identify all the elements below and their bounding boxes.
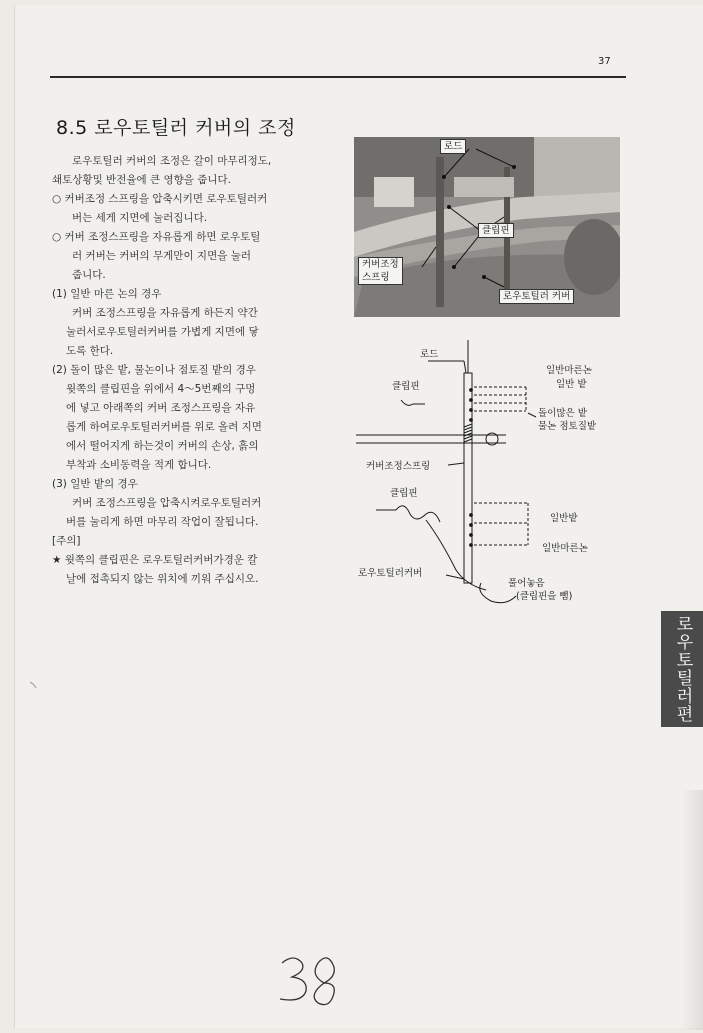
case-line: 버를 눌리게 하면 마무리 작업이 잘됩니다. (66, 516, 259, 528)
case-heading: (3) 일반 밭의 경우 (52, 478, 138, 490)
case-line: 윗쪽의 클립핀을 위에서 4～5번째의 구멍 (66, 383, 256, 395)
photo-label-clip-pin: 클립핀 (478, 223, 514, 238)
diagram-label-general-field: 일반밭 (550, 513, 578, 524)
bullet-text: 커버조정 스프링을 압축시키면 로우토틸러커 (64, 193, 268, 205)
diagram-label-cover: 로우토틸러커버 (358, 568, 423, 579)
bullet-item (52, 190, 342, 209)
photo-label-cover: 로우토틸러 커버 (499, 289, 574, 304)
case-heading: (1) 일반 마른 논의 경우 (52, 288, 162, 300)
bullet-mark: ○ (52, 193, 62, 205)
diagram-label-spring: 커버조정스프링 (366, 461, 431, 472)
bullet-mark: ○ (52, 231, 62, 243)
intro-line: 쇄토상황및 반전율에 큰 영향을 줍니다. (52, 174, 231, 186)
bullet-continuation: 줍니다. (72, 269, 106, 281)
diagram-label-field: 일반 밭 (556, 379, 587, 390)
section-title: 8.5 로우토틸러 커버의 조정 (56, 117, 296, 139)
case-line: 부착과 소비동력을 적게 합니다. (66, 459, 212, 471)
diagram-label-release: 풀어놓음 (508, 578, 545, 589)
spring-label-line: 커버조정 (362, 259, 399, 270)
body-text (52, 152, 342, 589)
star-icon: ★ (52, 554, 62, 566)
bullet-continuation: 버는 세게 지면에 눌러집니다. (72, 212, 208, 224)
case-line: 롭게 하여로우토틸러커버를 위로 올려 지면 (66, 421, 262, 433)
case-line: 커버 조정스프링을 압축시켜로우토틸러커 (72, 497, 262, 509)
caution-heading: [주의] (52, 535, 81, 547)
bullet-item (52, 228, 342, 247)
diagram-label-dry-paddy-bottom: 일반마른논 (542, 543, 588, 554)
bullet-text: 커버 조정스프링을 자유롭게 하면 로우토틸 (64, 231, 261, 243)
diagram-label-release-note: (클립핀을 뺌) (516, 591, 573, 602)
case-line: 커버 조정스프링을 자유롭게 하든지 약간 (72, 307, 258, 319)
diagram-label-stony: 돌이많은 밭 (538, 408, 587, 419)
spring-label-line: 스프링 (362, 272, 390, 283)
case-line: 에 넣고 아래쪽의 커버 조정스프링을 자유 (66, 402, 256, 414)
page-edge-shadow (681, 790, 703, 1030)
tiller-cover-photo (354, 137, 620, 317)
bullet-continuation: 러 커버는 커버의 무게만이 지면을 눌러 (72, 250, 251, 262)
diagram-label-rod: 로드 (420, 349, 439, 360)
adjustment-diagram (356, 335, 636, 610)
case-line: 눌러서로우토틸러커버를 가볍게 지면에 닿 (66, 326, 259, 338)
diagram-label-wet-clay: 물논 점토질밭 (538, 421, 597, 432)
handwritten-page-note (272, 949, 352, 1009)
case-line: 도록 한다. (66, 345, 114, 357)
case-line: 에서 떨어지게 하는것이 커버의 손상, 흙의 (66, 440, 259, 452)
header-rule (50, 76, 626, 78)
smudge-mark (28, 680, 38, 690)
case-heading: (2) 돌이 많은 밭, 물논이나 점토질 밭의 경우 (52, 364, 256, 376)
side-tab-label: 로우토틸러편 (661, 611, 703, 727)
diagram-label-dry-paddy: 일반마른논 (546, 365, 592, 376)
page-number: 37 (598, 56, 611, 67)
diagram-label-clip-pin-bottom: 클립핀 (390, 488, 418, 499)
caution-text: 윗쪽의 클립핀은 로우토틸러커버가경운 칼 (64, 554, 258, 566)
photo-label-spring (358, 257, 403, 285)
caution-item (52, 551, 342, 570)
photo-label-rod: 로드 (440, 139, 466, 154)
caution-continuation: 날에 접촉되지 않는 위치에 끼워 주십시오. (66, 573, 259, 585)
intro-line: 로우토틸러 커버의 조정은 갈이 마무리정도, (72, 155, 272, 167)
diagram-label-clip-pin-top: 클립핀 (392, 381, 420, 392)
